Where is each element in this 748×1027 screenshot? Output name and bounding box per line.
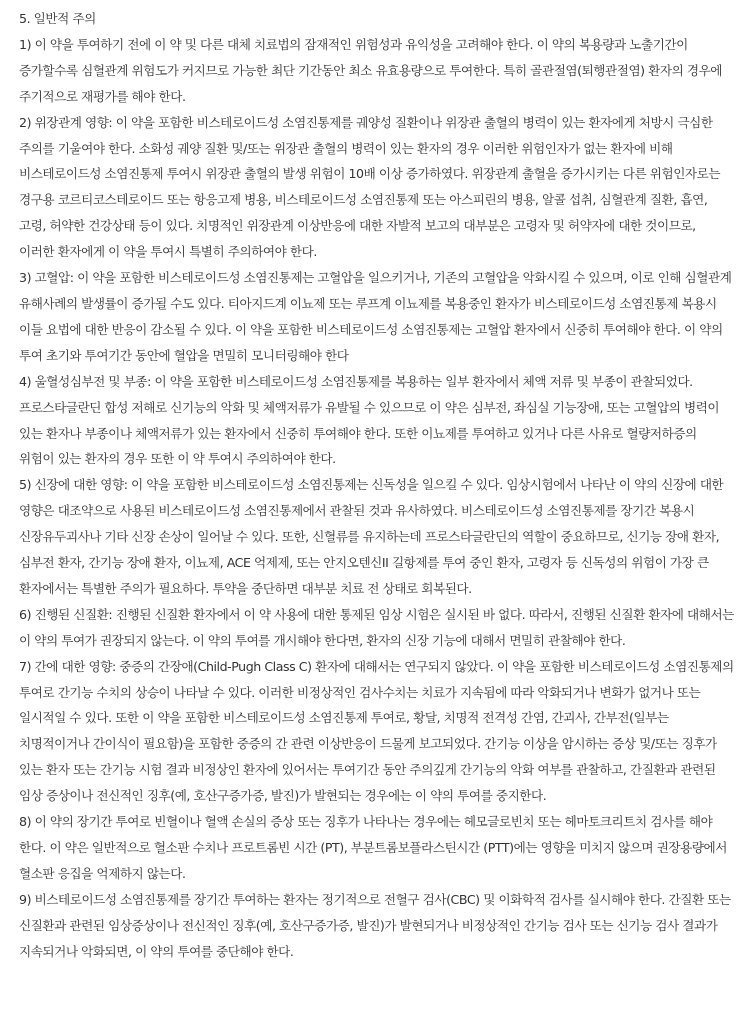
paragraph-2: 2) 위장관계 영향: 이 약을 포함한 비스테로이드성 소염진통제를 궤양성 질환이나 위장관 출혈의 병력이 있는 환자에게 처방시 극심한 주의를 기울여야 한다. 소화성 궤양 질환 및/또는 위장관 출혈의 병력이 있는 환자의 경우 이러한 위험인자가 없는 환자에 비해 비스테로이드성 소염진통제 투여시 위장관 출혈의 발생 위험이 10배 이상 증가하였다. 위장관계 출혈을 증가시키는 다른 위험인자로는 경구용 코르티코스테로이드 또는 항응고제 병용, 비스테로이드성 소염진통제 또는 아스피린의 병용, 알콜 섭취, 심혈관계 질환, 흡연, 고령, 허약한 건강상태 등이 있다. 치명적인 위장관계 이상반응에 대한 자발적 보고의 대부분은 고령자 및 허약자에 대한 것이므로, 이러한 환자에게 이 약을 투여시 특별히 주의하여야 한다.: [19, 114, 721, 260]
paragraph-7: 7) 간에 대한 영향: 중증의 간장애(Child-Pugh Class C) 환자에 대해서는 연구되지 않았다. 이 약을 포함한 비스테로이드성 소염진통제의 투여로 간기능 수치의 상승이 나타날 수 있다. 이러한 비정상적인 검사수치는 치료가 지속됨에 따라 악화되거나 변화가 없거나 또는 일시적일 수 있다. 또한 이 약을 포함한 비스테로이드성 소염진통제 투여로, 황달, 치명적 전격성 간염, 간괴사, 간부전(일부는 치명적이거나 간이식이 필요함)을 포함한 중증의 간 관련 이상반응이 드물게 보고되었다. 간기능 이상을 암시하는 증상 및/또는 징후가 있는 환자 또는 간기능 시험 결과 비정상인 환자에 있어서는 투여기간 동안 주의깊게 간기능의 악화 여부를 관찰하고, 간질환과 관련된 임상 증상이나 전신적인 징후(예, 호산구증가증, 발진)가 발현되는 경우에는 이 약의 투여를 중지한다.: [19, 658, 734, 804]
paragraph-1: 1) 이 약을 투여하기 전에 이 약 및 다른 대체 치료법의 잠재적인 위험성과 유익성을 고려해야 한다. 이 약의 복용량과 노출기간이 증가할수록 심혈관계 위험도가 커지므로 가능한 최단 기간동안 최소 유효용량으로 투여한다. 특히 골관절염(퇴행관절염) 환자의 경우에 주기적으로 재평가를 해야 한다.: [19, 36, 723, 104]
paragraph-3: 3) 고혈압: 이 약을 포함한 비스테로이드성 소염진통제는 고혈압을 일으키거나, 기존의 고혈압을 악화시킬 수 있으며, 이로 인해 심혈관계 유해사례의 발생률이 증가될 수도 있다. 티아지드계 이뇨제 또는 루프계 이뇨제를 복용중인 환자가 비스테로이드성 소염진통제 복용시 이들 요법에 대한 반응이 감소될 수 있다. 이 약을 포함한 비스테로이드성 소염진통제는 고혈압 환자에서 신중히 투여해야 한다. 이 약의 투여 초기와 투여기간 동안에 혈압을 면밀히 모니터링해야 한다: [19, 270, 732, 363]
section-heading: 5. 일반적 주의: [19, 11, 96, 26]
paragraph-8: 8) 이 약의 장기간 투여로 빈혈이나 혈액 손실의 증상 또는 징후가 나타나는 경우에는 헤모글로빈치 또는 헤마토크리트치 검사를 해야 한다. 이 약은 일반적으로 혈소판 수치나 프로트롬빈 시간 (PT), 부분트롬보플라스틴시간 (PTT)에는 영향을 미치지 않으며 권장용량에서 혈소판 응집을 억제하지 않는다.: [19, 814, 727, 881]
paragraph-9: 9) 비스테로이드성 소염진통제를 장기간 투여하는 환자는 정기적으로 전혈구 검사(CBC) 및 이화학적 검사를 실시해야 한다. 간질환 또는 신질환과 관련된 임상증상이나 전신적인 징후(예, 호산구증가증, 발진)가 발현되거나 비정상적인 간기능 검사 또는 신기능 검사 결과가 지속되거나 악화되면, 이 약의 투여를 중단해야 한다.: [19, 891, 731, 959]
paragraph-6: 6) 진행된 신질환: 진행된 신질환 환자에서 이 약 사용에 대한 통제된 임상 시험은 실시된 바 없다. 따라서, 진행된 신질환 환자에 대해서는 이 약의 투여가 권장되지 않는다. 이 약의 투여를 개시해야 한다면, 환자의 신장 기능에 대해서 면밀히 관찰해야 한다.: [19, 606, 734, 648]
paragraph-5: 5) 신장에 대한 영향: 이 약을 포함한 비스테로이드성 소염진통제는 신독성을 일으킬 수 있다. 임상시험에서 나타난 이 약의 신장에 대한 영향은 대조약으로 사용된 비스테로이드성 소염진통제에서 관찰된 것과 유사하였다. 비스테로이드성 소염진통제를 장기간 복용시 신장유두괴사나 기타 신장 손상이 일어날 수 있다. 또한, 신혈류를 유지하는데 프로스타글란딘의 역할이 중요하므로, 신기능 장애 환자, 심부전 환자, 간기능 장애 환자, 이뇨제, ACE 억제제, 또는 안지오텐신II 길항제를 투여 중인 환자, 고령자 등 신독성의 위험이 가장 큰 환자에서는 특별한 주의가 필요하다. 투약을 중단하면 대부분 치료 전 상태로 회복된다.: [19, 477, 724, 596]
paragraph-4: 4) 울혈성심부전 및 부종: 이 약을 포함한 비스테로이드성 소염진통제를 복용하는 일부 환자에서 체액 저류 및 부종이 관찰되었다. 프로스타글란딘 합성 저해로 신기능의 악화 및 체액저류가 유발될 수 있으므로 이 약은 심부전, 좌심실 기능장애, 또는 고혈압의 병력이 있는 환자나 부종이나 체액저류가 있는 환자에서 신중히 투여해야 한다. 또한 이뇨제를 투여하고 있거나 다른 사유로 혈량저하증의 위험이 있는 환자의 경우 또한 이 약 투여시 주의하여야 한다.: [19, 373, 720, 467]
